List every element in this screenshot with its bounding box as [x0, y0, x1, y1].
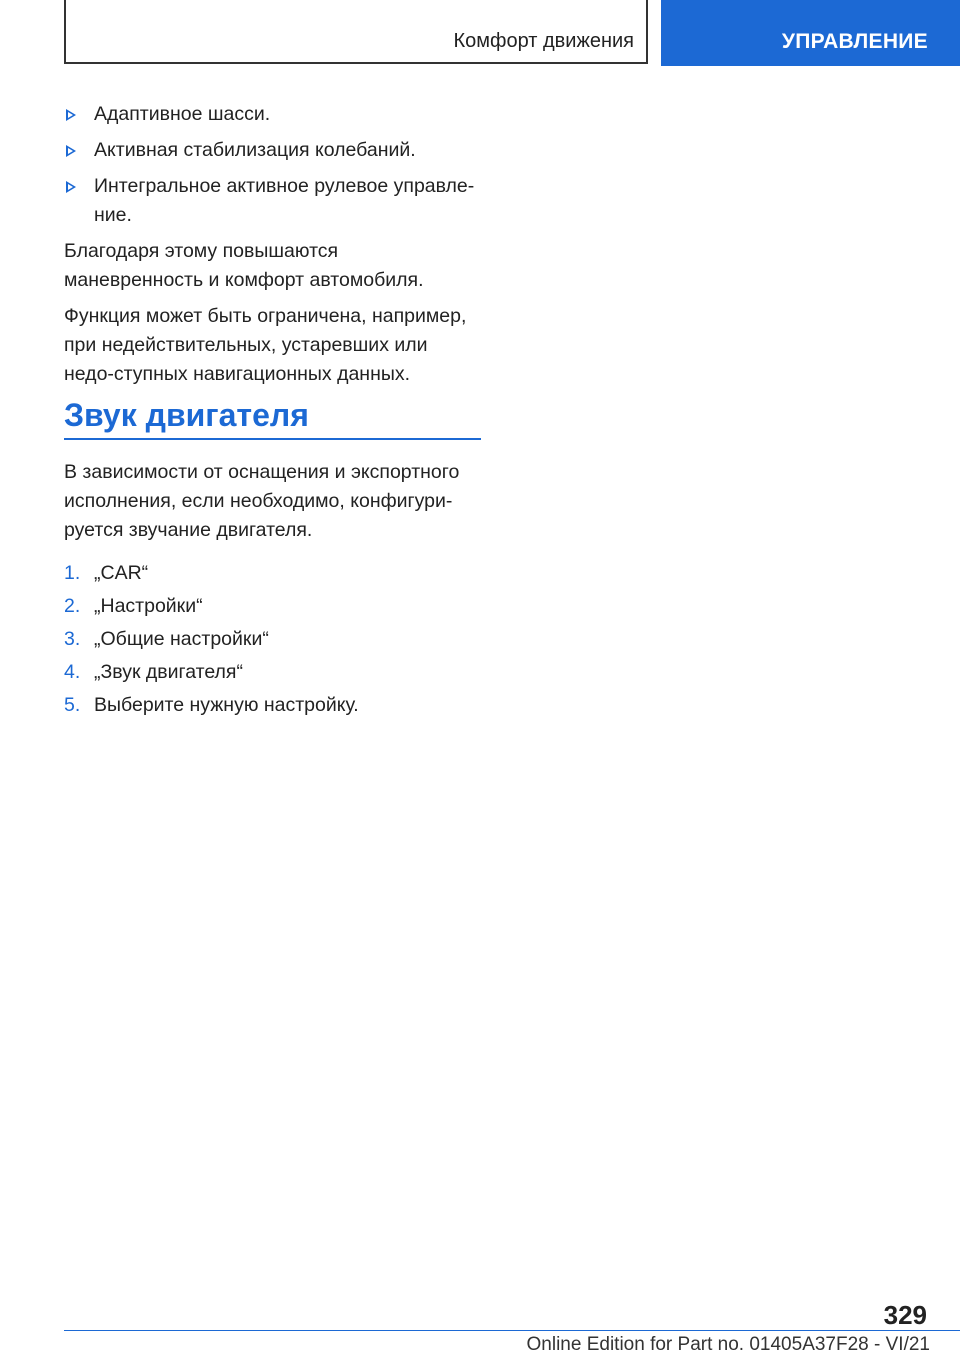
triangle-bullet-icon: [66, 145, 76, 157]
step-number: 3.: [64, 628, 81, 650]
intro-paragraph: Функция может быть ограничена, например, при недействительных, устаревших или недо-ступных навигационных данных.: [64, 305, 467, 385]
step-item: [64, 592, 480, 621]
list-item: [64, 172, 480, 230]
footer-divider: [64, 1330, 960, 1331]
section-paragraph: В зависимости от оснащения и экспортного исполнения, если необходимо, конфигури-руется звучание двигателя.: [64, 461, 460, 541]
section-heading: Звук двигателя: [64, 397, 309, 433]
step-text: „Общие настройки“: [94, 628, 269, 650]
bullet-text: Активная стабилизация колебаний.: [94, 139, 416, 161]
step-item: [64, 625, 480, 654]
section-content: [64, 458, 480, 724]
header-section-box: [64, 0, 648, 64]
step-number: 2.: [64, 595, 81, 617]
step-number: 5.: [64, 694, 81, 716]
bullet-text: Интегральное активное рулевое управле-ние.: [94, 175, 475, 226]
step-item: [64, 691, 480, 720]
step-item: [64, 658, 480, 687]
step-text: „Настройки“: [94, 595, 203, 617]
intro-bullet-list: [64, 100, 480, 230]
bullet-text: Адаптивное шасси.: [94, 103, 271, 125]
step-item: [64, 559, 480, 588]
section-divider: [64, 438, 481, 440]
page-number: 329: [883, 1300, 927, 1330]
intro-content: [64, 100, 480, 396]
triangle-bullet-icon: [66, 109, 76, 121]
list-item: [64, 100, 480, 129]
step-text: „Звук двигателя“: [94, 661, 243, 683]
footer-edition-text: Online Edition for Part no. 01405A37F28 - VI/21: [526, 1334, 930, 1355]
step-number: 4.: [64, 661, 81, 683]
chapter-tab: [661, 0, 960, 66]
step-text: „CAR“: [94, 562, 149, 584]
header-section-title: Комфорт движения: [453, 30, 634, 52]
step-number: 1.: [64, 562, 81, 584]
step-text: Выберите нужную настройку.: [94, 694, 359, 716]
chapter-tab-label: УПРАВЛЕНИЕ: [781, 30, 928, 53]
steps-list: [64, 559, 480, 720]
triangle-bullet-icon: [66, 181, 76, 193]
list-item: [64, 136, 480, 165]
intro-paragraph: Благодаря этому повышаются маневренность и комфорт автомобиля.: [64, 240, 424, 291]
